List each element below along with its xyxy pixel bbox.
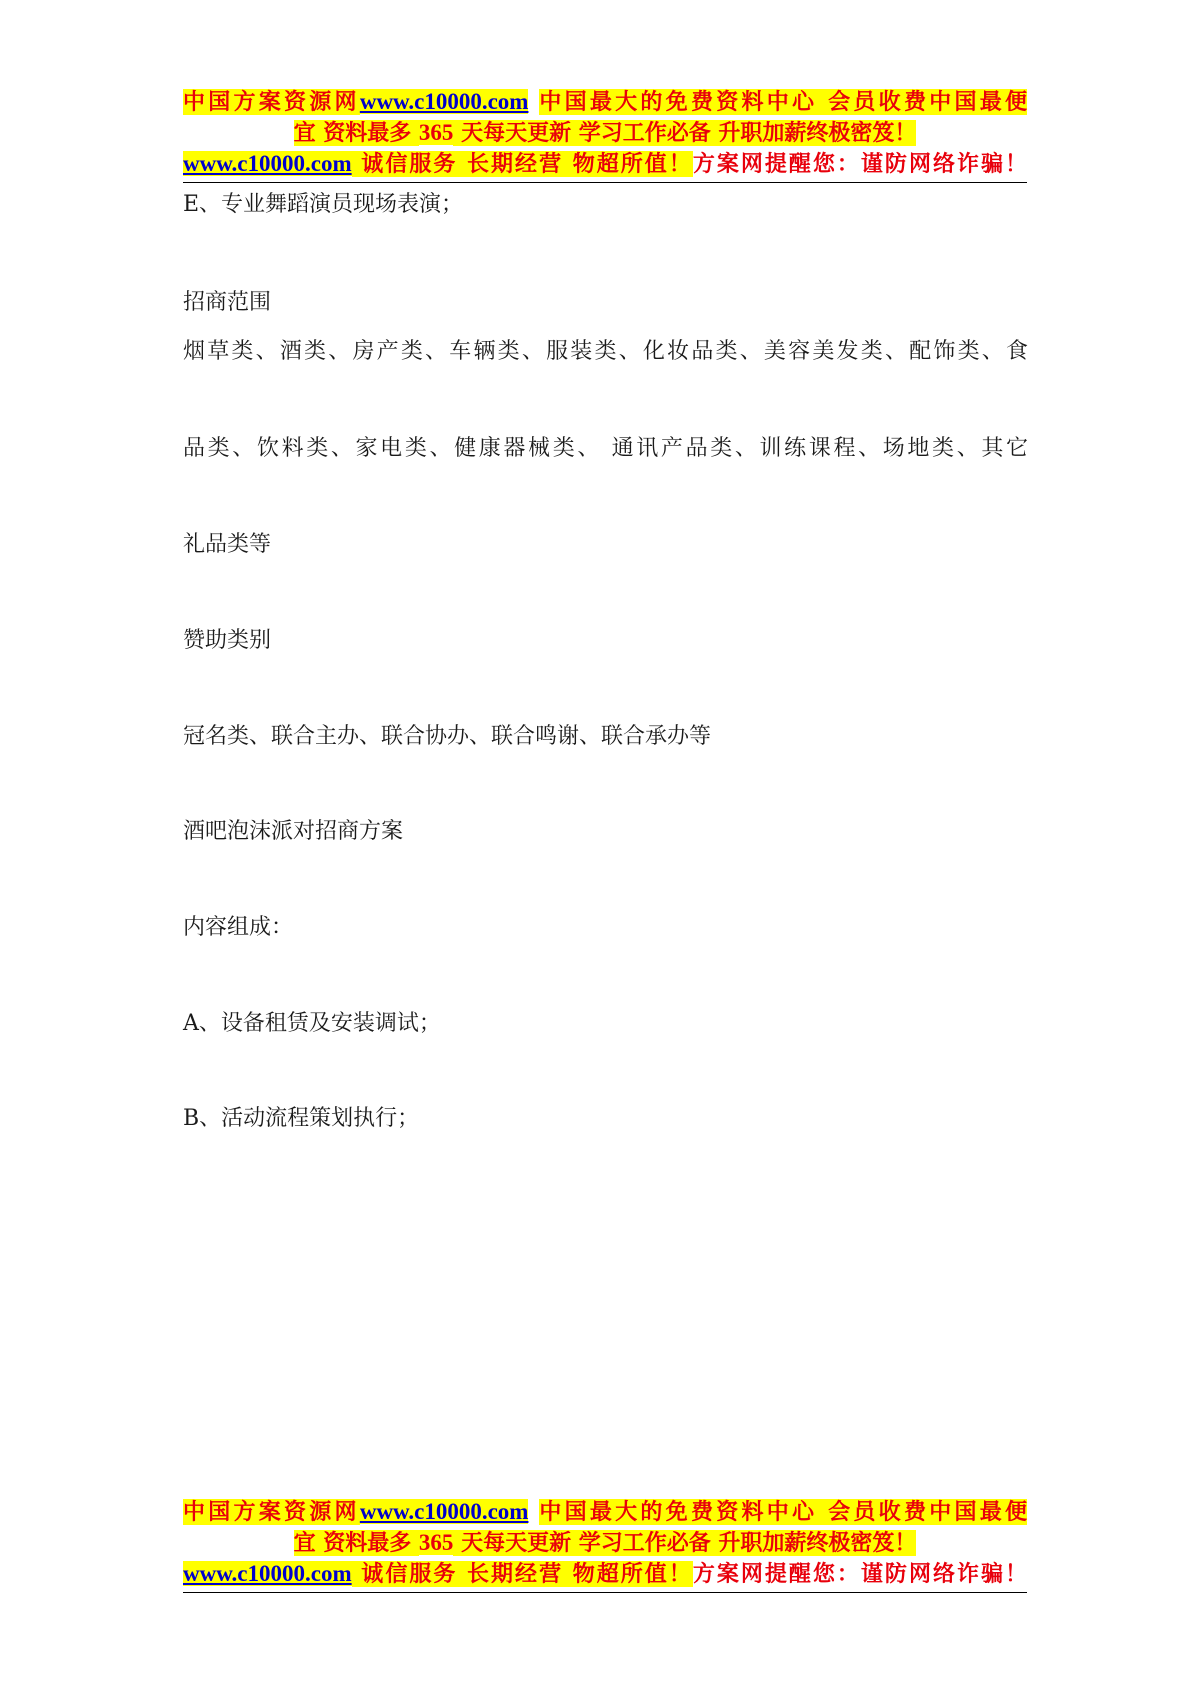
body-paragraph: 品类、饮料类、家电类、健康器械类、 通讯产品类、训练课程、场地类、其它: [183, 436, 1028, 461]
header-url-link[interactable]: www.c10000.com: [359, 89, 529, 114]
body-paragraph: 冠名类、联合主办、联合协办、联合鸣谢、联合承办等: [183, 724, 712, 749]
footer-divider: [183, 1592, 1027, 1593]
header-line-2: [183, 117, 1027, 148]
footer-banner: [183, 1496, 1027, 1589]
body-paragraph: 酒吧泡沫派对招商方案: [183, 819, 404, 844]
header-days-count: 365: [418, 120, 454, 145]
header-banner: [183, 86, 1027, 179]
body-paragraph: 招商范围: [183, 290, 272, 315]
footer-line-2-text-a: 宜 资料最多: [293, 1530, 419, 1556]
body-paragraph: E、专业舞蹈演员现场表演；: [183, 192, 464, 217]
header-divider: [183, 182, 1027, 183]
body-paragraph: 内容组成：: [183, 915, 294, 940]
footer-line-3-slogan: 诚信服务 长期经营 物超所值！: [351, 1561, 693, 1587]
header-line-2-text-a: 宜 资料最多: [293, 120, 419, 146]
body-paragraph: 赞助类别: [183, 628, 272, 653]
header-url-link-2[interactable]: www.c10000.com: [183, 151, 352, 176]
body-paragraph: A、设备租赁及安装调试；: [183, 1011, 441, 1036]
footer-days-count: 365: [418, 1530, 454, 1555]
header-line-1: [183, 86, 1027, 117]
header-line-2-text-b: 天每天更新 学习工作必备 升职加薪终极密笈！: [453, 120, 917, 146]
footer-slogan: 中国最大的免费资料中心 会员收费中国最便: [539, 1499, 1027, 1525]
body-paragraph: B、活动流程策划执行；: [183, 1106, 420, 1131]
footer-url-link-2[interactable]: www.c10000.com: [183, 1561, 352, 1586]
header-line-3: [183, 148, 1027, 179]
footer-url-link[interactable]: www.c10000.com: [359, 1499, 529, 1524]
footer-site-name: 中国方案资源网: [183, 1499, 360, 1525]
footer-line-2-text-b: 天每天更新 学习工作必备 升职加薪终极密笈！: [453, 1530, 917, 1556]
header-site-name: 中国方案资源网: [183, 89, 360, 115]
header-slogan: 中国最大的免费资料中心 会员收费中国最便: [539, 89, 1027, 115]
footer-line-2: [183, 1527, 1027, 1558]
body-paragraph: 礼品类等: [183, 532, 272, 557]
header-warning: 方案网提醒您：谨防网络诈骗！: [692, 151, 1027, 177]
footer-warning: 方案网提醒您：谨防网络诈骗！: [692, 1561, 1027, 1587]
footer-line-3: [183, 1558, 1027, 1589]
body-paragraph: 烟草类、酒类、房产类、车辆类、服装类、化妆品类、美容美发类、配饰类、食: [183, 339, 1028, 364]
header-line-3-slogan: 诚信服务 长期经营 物超所值！: [351, 151, 693, 177]
footer-line-1: [183, 1496, 1027, 1527]
